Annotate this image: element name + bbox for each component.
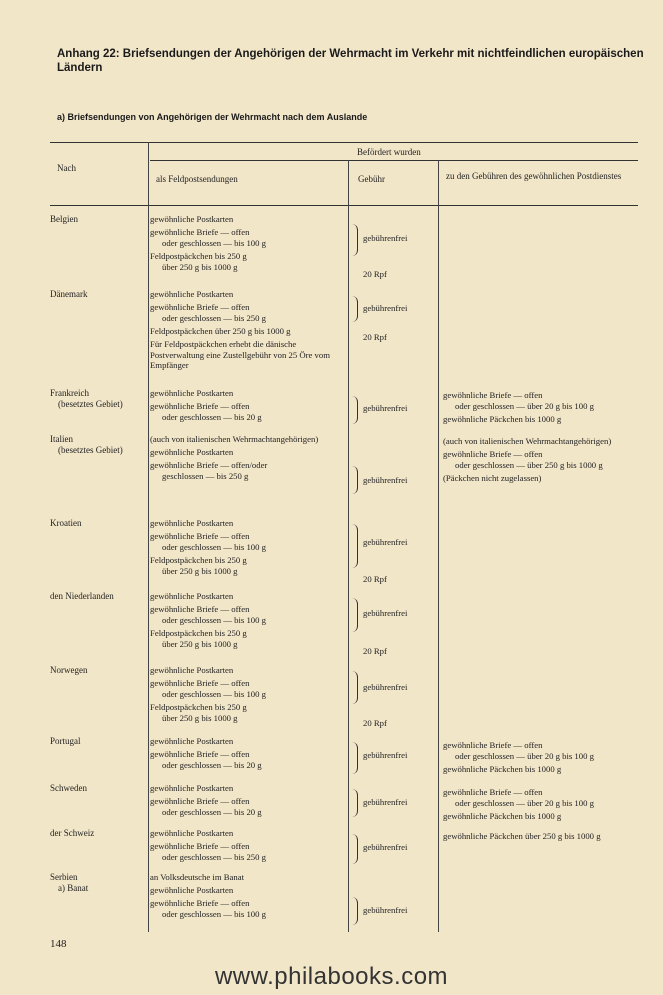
table-header-rule [50,205,638,206]
entry-line: gewöhnliche Briefe — offen [150,604,250,615]
feldpost-entries [150,518,348,579]
entry-line: (Päckchen nicht zugelassen) [443,472,542,483]
feldpost-entries [150,872,348,922]
fee-value: gebührenfrei [363,233,408,243]
fee-value: gebührenfrei [363,842,408,852]
entry-line: gewöhnliche Päckchen über 250 g bis 1000 g [443,831,601,841]
entry-text [150,447,348,458]
entry-continuation: über 250 g bis 1000 g [162,638,238,649]
entry-line: gewöhnliche Postkarten [150,828,234,838]
entry-line: gewöhnliche Briefe — offen [150,531,250,542]
entry-line: gewöhnliche Briefe — offen [443,787,543,797]
brace [351,897,358,925]
ordinary-mail-entries [443,436,639,486]
entry-text [150,783,348,794]
entry-line: gewöhnliche Päckchen bis 1000 g [443,810,562,821]
header-gewoehnlich: zu den Gebühren des gewöhnlichen Postdienstes [446,171,622,181]
fee-value-secondary: 20 Rpf [363,646,387,656]
entry-text [443,390,639,411]
entry-text [150,604,348,625]
entry-text [443,811,639,822]
brace [351,396,358,424]
header-feldpost: als Feldpostsendungen [156,174,238,184]
brace [351,466,358,494]
entry-text [443,414,639,425]
entry-line: (auch von italienischen Wehrmachtangehörigen) [443,436,612,446]
country-line: den Niederlanden [50,591,114,601]
watermark: www.philabooks.com [214,963,449,990]
header-gebuehr: Gebühr [358,174,385,184]
fee-value: gebührenfrei [363,750,408,760]
feldpost-entries [150,434,348,484]
entry-line: gewöhnliche Briefe — offen [150,841,250,852]
country-name [50,591,145,602]
country-line: Belgien [50,214,78,224]
entry-line: Für Feldpostpäckchen erhebt die dänische Postverwaltung eine Zustellgebühr von 25 Öre vom Empfänger [150,339,330,371]
feldpost-entries [150,591,348,652]
country-name [50,783,145,794]
country-line: Frankreich [50,388,89,398]
entry-text [150,628,348,649]
entry-line: gewöhnliche Briefe — offen [150,796,250,807]
column-divider-2 [348,160,349,932]
entry-line: gewöhnliche Briefe — offen [443,390,543,400]
column-divider-3 [438,160,439,932]
entry-text [150,702,348,723]
entry-text [150,885,348,896]
feldpost-entries [150,665,348,726]
country-line: Kroatien [50,518,82,528]
ordinary-mail-entries [443,831,639,844]
entry-text [150,388,348,399]
page-number: 148 [50,938,67,950]
entry-text [150,227,348,248]
fee-value: gebührenfrei [363,682,408,692]
entry-continuation: oder geschlossen — bis 100 g [162,908,266,919]
entry-text [443,831,639,842]
entry-text [150,898,348,919]
entry-line: gewöhnliche Briefe — offen [150,898,250,909]
ordinary-mail-entries [443,390,639,427]
entry-continuation: oder geschlossen — über 20 g bis 100 g [455,750,594,761]
country-line: a) Banat [58,883,89,893]
fee-value: gebührenfrei [363,797,408,807]
fee-value-secondary: 20 Rpf [363,574,387,584]
feldpost-entries [150,783,348,820]
entry-text [150,796,348,817]
brace [351,598,358,632]
entry-continuation: oder geschlossen — bis 250 g [162,851,266,862]
country-name [50,289,145,300]
entry-line: Feldpostpäckchen bis 250 g [150,554,247,565]
table-top-rule [50,142,638,143]
entry-line: an Volksdeutsche im Banat [150,872,245,882]
entry-text [443,449,639,470]
entry-line: gewöhnliche Postkarten [150,885,234,896]
entry-text [150,401,348,422]
entry-text [150,841,348,862]
fee-value: gebührenfrei [363,608,408,618]
entry-line: (auch von italienischen Wehrmachtangehörigen) [150,434,319,444]
entry-line: gewöhnliche Postkarten [150,388,234,398]
entry-line: gewöhnliche Päckchen bis 1000 g [443,413,562,424]
entry-continuation: oder geschlossen — bis 100 g [162,541,266,552]
entry-continuation: über 250 g bis 1000 g [162,712,238,723]
entry-line: Feldpostpäckchen bis 250 g [150,627,247,638]
entry-text [150,251,348,272]
entry-line: gewöhnliche Briefe — offen [150,227,250,238]
entry-continuation: oder geschlossen — bis 20 g [162,806,262,817]
entry-line: gewöhnliche Postkarten [150,447,234,458]
country-line: Schweden [50,783,87,793]
entry-line: gewöhnliche Briefe — offen [443,449,543,460]
entry-continuation: oder geschlossen — bis 100 g [162,614,266,625]
entry-line: gewöhnliche Briefe — offen [150,678,250,689]
entry-continuation: oder geschlossen — über 250 g bis 1000 g [455,459,603,470]
entry-continuation: über 250 g bis 1000 g [162,261,238,272]
feldpost-entries [150,388,348,425]
country-line: Italien [50,434,73,444]
fee-value: gebührenfrei [363,537,408,547]
header-befoerdert: Befördert wurden [357,147,421,157]
feldpost-entries [150,214,348,275]
entry-continuation: oder geschlossen — über 20 g bis 100 g [455,797,594,808]
country-line: Norwegen [50,665,88,675]
entry-text [443,764,639,775]
country-name [50,388,145,410]
country-line: Portugal [50,736,81,746]
entry-line: gewöhnliche Briefe — offen/oder [150,460,268,471]
brace [351,296,358,322]
brace [351,524,358,568]
entry-line: Feldpostpäckchen bis 250 g [150,701,247,712]
entry-text [443,473,639,484]
entry-text [150,214,348,225]
entry-text [150,555,348,576]
fee-value-secondary: 20 Rpf [363,718,387,728]
country-name [50,214,145,225]
entry-line: gewöhnliche Briefe — offen [443,740,543,750]
entry-text [150,434,348,445]
section-subtitle: a) Briefsendungen von Angehörigen der Wehrmacht nach dem Auslande [57,112,368,122]
country-name [50,828,145,839]
country-line: der Schweiz [50,828,95,838]
ordinary-mail-entries [443,740,639,777]
entry-text [150,531,348,552]
entry-line: Feldpostpäckchen bis 250 g [150,250,247,261]
entry-line: gewöhnliche Postkarten [150,591,234,601]
entry-text [150,749,348,770]
entry-text [150,736,348,747]
befoerdert-rule [150,160,638,161]
entry-continuation: oder geschlossen — bis 250 g [162,312,266,323]
entry-continuation: über 250 g bis 1000 g [162,565,238,576]
country-line: Dänemark [50,289,88,299]
entry-continuation: oder geschlossen — bis 100 g [162,237,266,248]
entry-text [150,339,348,371]
entry-text [443,787,639,808]
country-line: (besetztes Gebiet) [58,399,123,409]
country-name [50,736,145,747]
entry-text [150,872,348,883]
entry-continuation: oder geschlossen — bis 20 g [162,411,262,422]
brace [351,789,358,817]
entry-text [150,460,348,481]
entry-text [150,665,348,676]
fee-value-secondary: 20 Rpf [363,332,387,342]
entry-line: gewöhnliche Briefe — offen [150,302,250,313]
brace [351,671,358,704]
entry-continuation: oder geschlossen — bis 100 g [162,688,266,699]
fee-value-secondary: 20 Rpf [363,269,387,279]
brace [351,224,358,256]
entry-line: gewöhnliche Postkarten [150,665,234,675]
entry-line: gewöhnliche Postkarten [150,289,234,299]
entry-line: gewöhnliche Postkarten [150,518,234,528]
entry-line: gewöhnliche Päckchen bis 1000 g [443,763,562,774]
entry-line: gewöhnliche Postkarten [150,214,234,224]
country-line: Serbien [50,872,78,882]
fee-value: gebührenfrei [363,303,408,313]
country-name [50,665,145,676]
entry-text [150,326,348,337]
entry-text [150,678,348,699]
feldpost-entries [150,736,348,773]
entry-line: gewöhnliche Postkarten [150,783,234,793]
entry-continuation: oder geschlossen — bis 20 g [162,759,262,770]
ordinary-mail-entries [443,787,639,824]
country-name [50,434,145,456]
country-line: (besetztes Gebiet) [58,445,123,455]
entry-text [150,828,348,839]
header-nach: Nach [57,163,76,173]
entry-text [443,740,639,761]
entry-text [150,302,348,323]
fee-value: gebührenfrei [363,403,408,413]
column-divider-1 [148,142,149,932]
entry-text [150,518,348,529]
entry-text [443,436,639,447]
fee-value: gebührenfrei [363,475,408,485]
entry-line: Feldpostpäckchen über 250 g bis 1000 g [150,325,291,336]
fee-value: gebührenfrei [363,905,408,915]
entry-continuation: oder geschlossen — über 20 g bis 100 g [455,400,594,411]
entry-text [150,591,348,602]
feldpost-entries [150,828,348,865]
entry-line: gewöhnliche Postkarten [150,736,234,746]
entry-text [150,289,348,300]
page-title: Anhang 22: Briefsendungen der Angehörigen der Wehrmacht im Verkehr mit nichtfeindlichen europäischen Ländern [57,48,644,74]
brace [351,742,358,774]
entry-line: gewöhnliche Briefe — offen [150,749,250,760]
brace [351,834,358,864]
country-name [50,872,145,894]
entry-line: gewöhnliche Briefe — offen [150,401,250,412]
entry-continuation: geschlossen — bis 250 g [162,470,249,481]
country-name [50,518,145,529]
feldpost-entries [150,289,348,374]
